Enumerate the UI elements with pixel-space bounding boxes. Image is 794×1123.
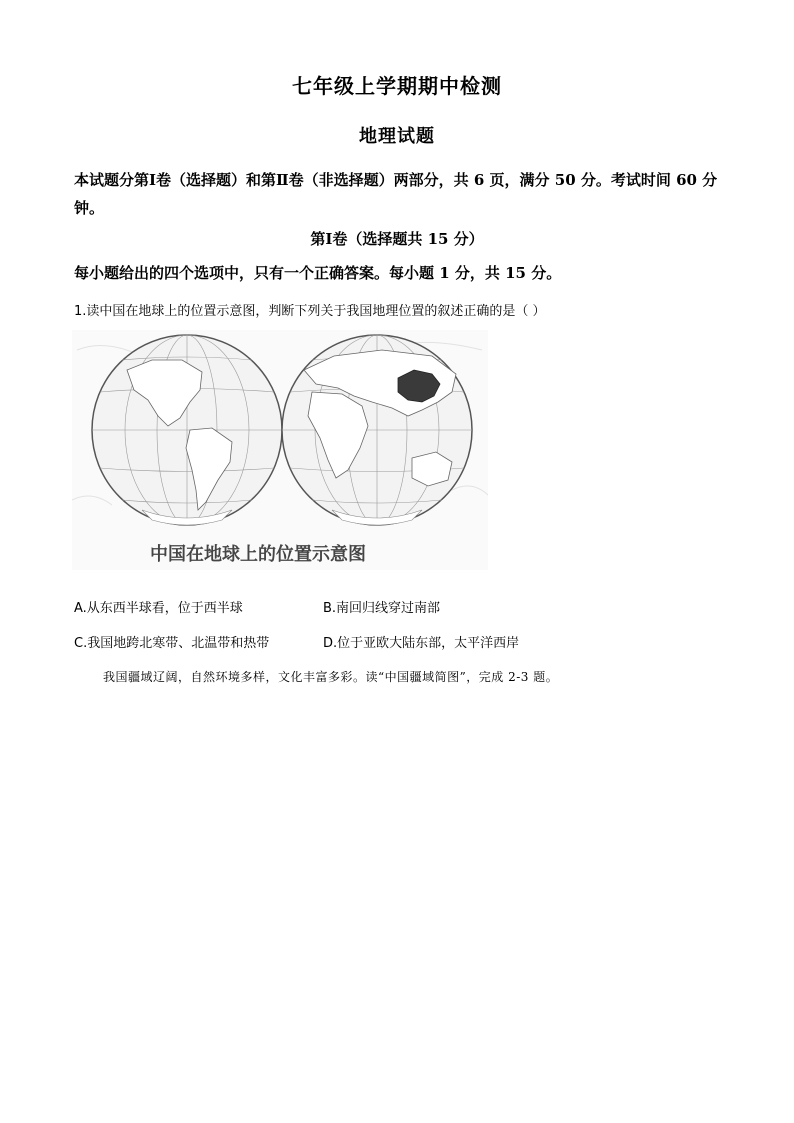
reading-passage: 我国疆域辽阔，自然环境多样，文化丰富多彩。读“中国疆域简图”，完成 2-3 题。 <box>103 670 559 684</box>
hemispheres-map-figure <box>72 330 488 570</box>
western-hemisphere <box>92 335 282 525</box>
option-d: D.位于亚欧大陆东部，太平洋西岸 <box>323 636 520 651</box>
page-title: 七年级上学期期中检测 <box>292 74 502 98</box>
hemispheres-map <box>72 330 488 570</box>
option-c: C.我国地跨北寒带、北温带和热带 <box>74 636 270 651</box>
page-subtitle: 地理试题 <box>359 126 435 147</box>
section-title: 第Ⅰ卷（选择题共 15 分） <box>310 230 484 248</box>
eastern-hemisphere <box>282 335 472 525</box>
figure-caption: 中国在地球上的位置示意图 <box>150 544 366 565</box>
option-b: B.南回归线穿过南部 <box>323 601 441 616</box>
question-1-stem: 1.读中国在地球上的位置示意图，判断下列关于我国地理位置的叙述正确的是（ ） <box>74 304 546 319</box>
option-a: A.从东西半球看，位于西半球 <box>74 601 243 616</box>
section-instruction: 每小题给出的四个选项中，只有一个正确答案。每小题 1 分，共 15 分。 <box>74 264 562 282</box>
exam-intro: 本试题分第Ⅰ卷（选择题）和第Ⅱ卷（非选择题）两部分，共 6 页，满分 50 分。考试时间 60 分钟。 <box>74 171 718 217</box>
